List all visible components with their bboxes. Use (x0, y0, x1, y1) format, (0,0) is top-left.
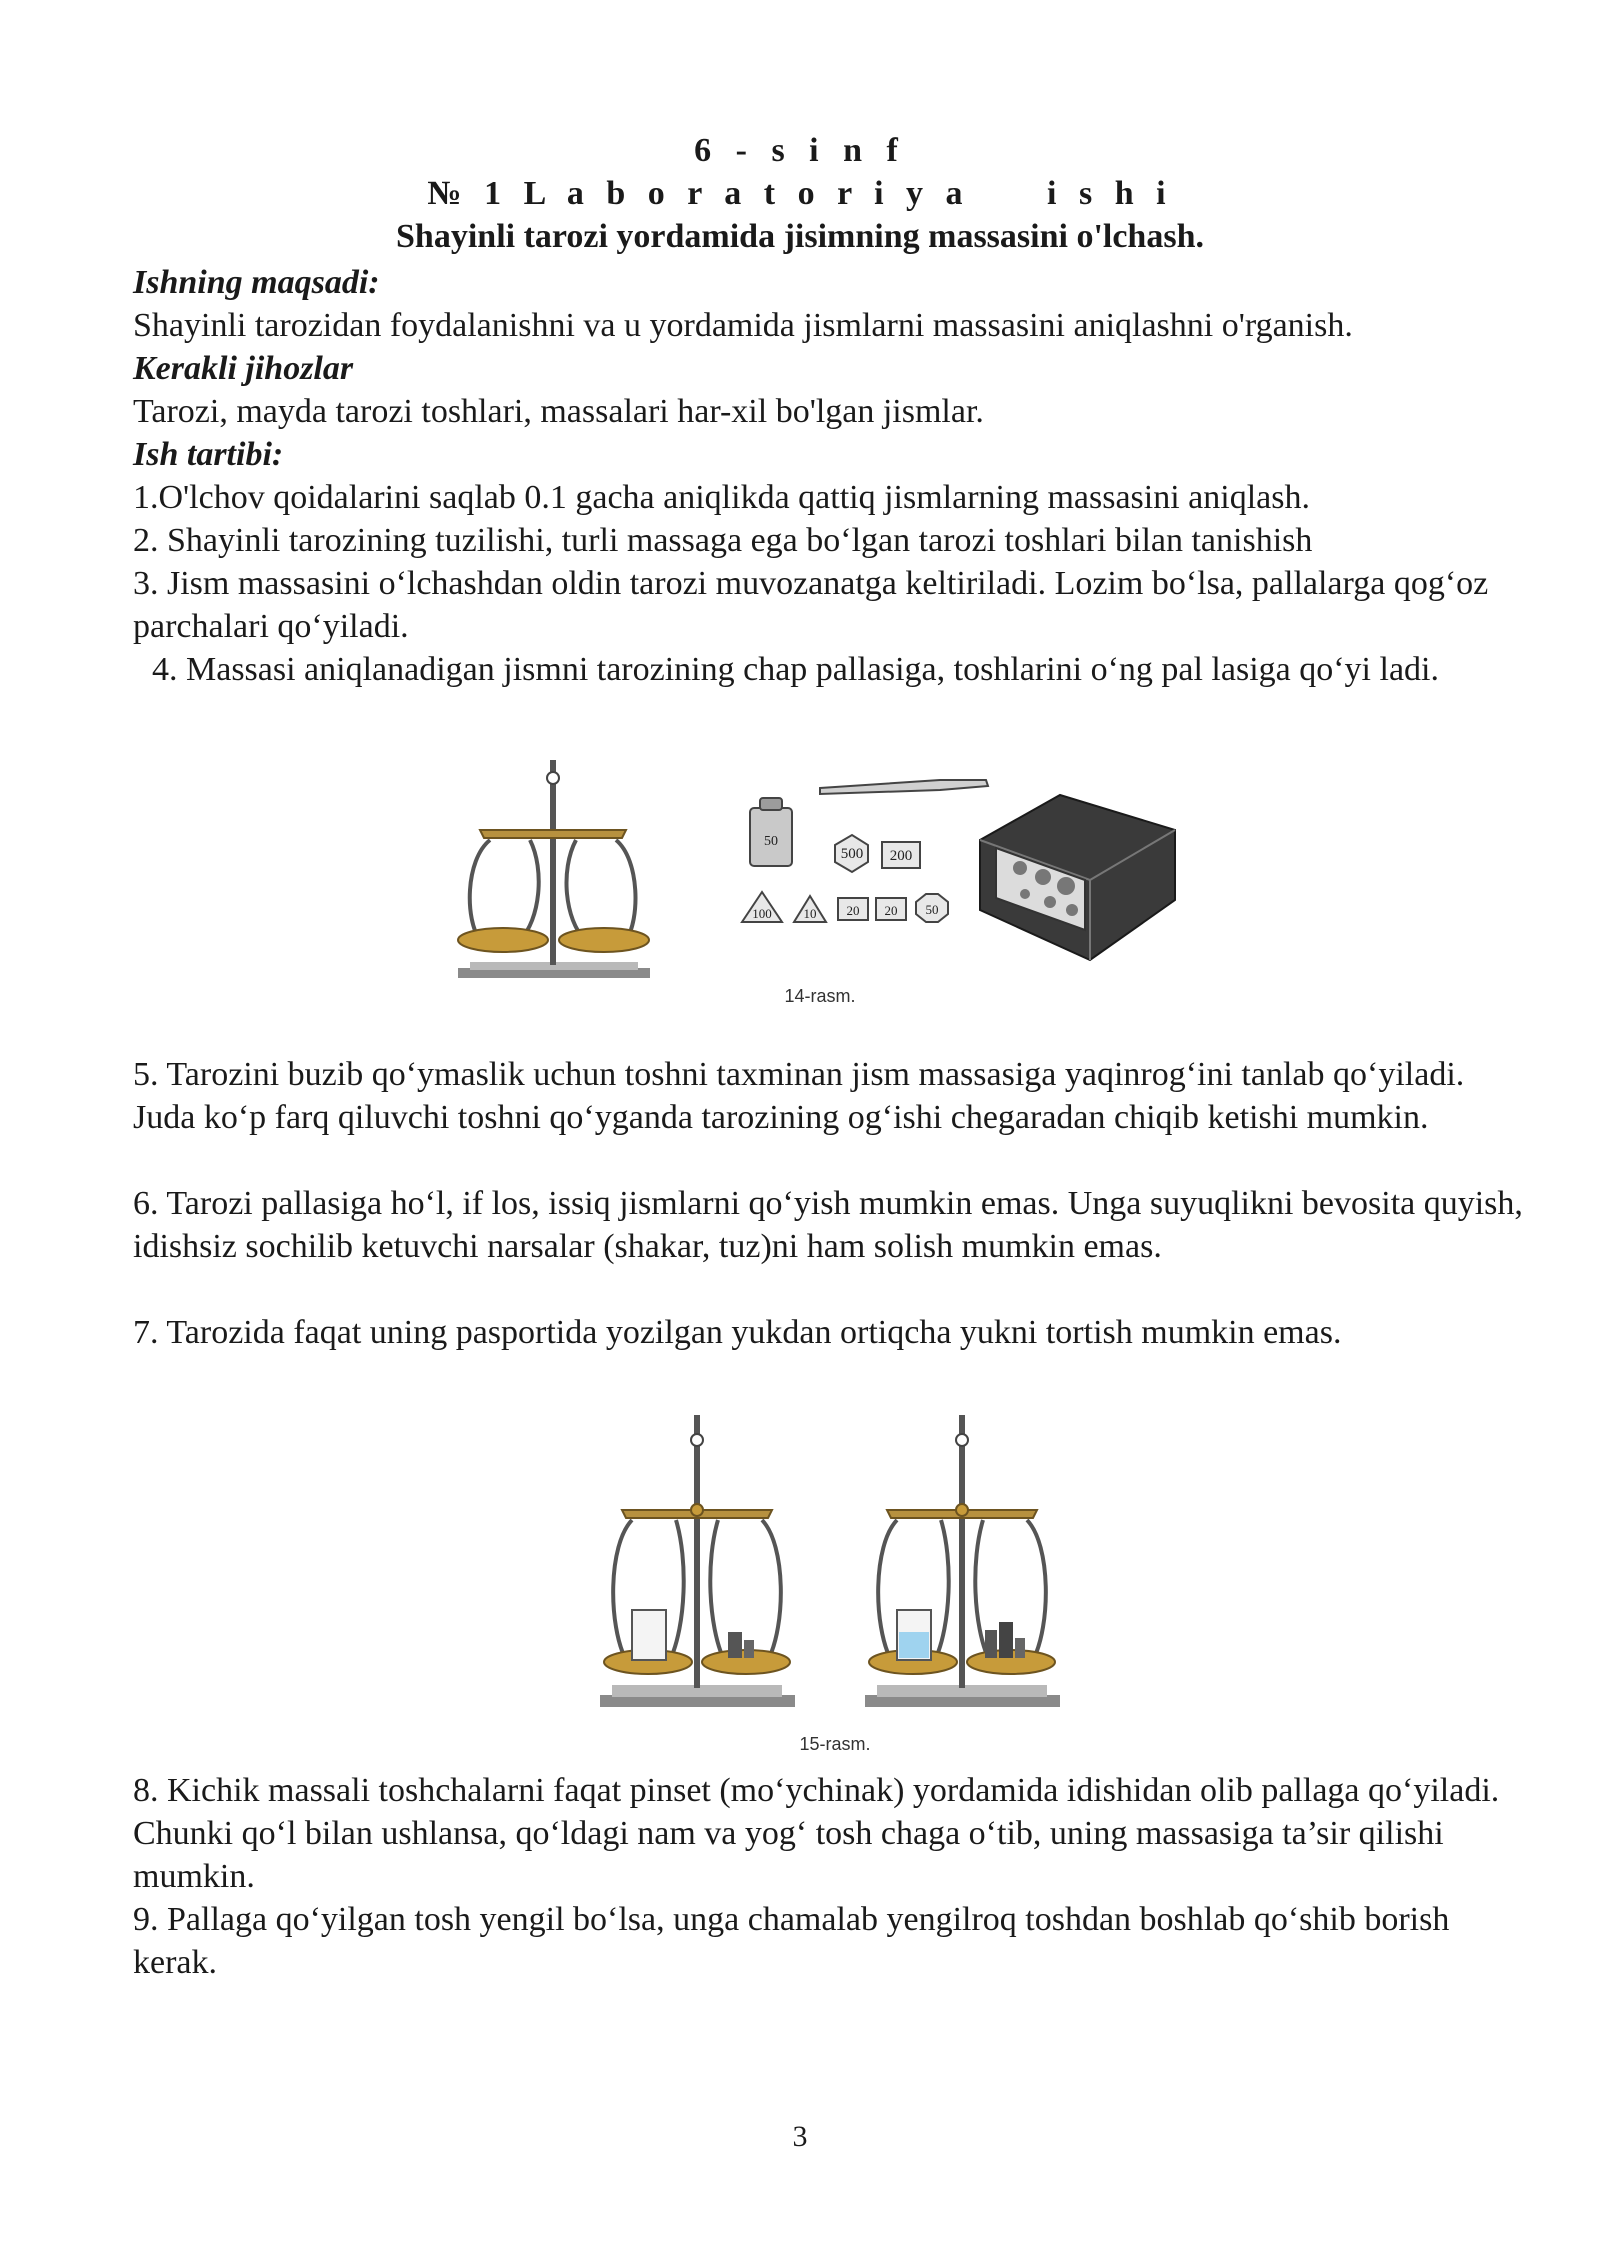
step-8: 8. Kichik massali toshchalarni faqat pinset (mo‘ychinak) yordamida idishidan olib pallaga qo‘yiladi. Chunki qo‘l bilan ushlansa, qo‘ldagi nam va yog‘ tosh chaga o‘tib, uning massasiga ta’sir qilishi mumkin. (133, 1772, 1500, 1895)
lab-subtitle: Shayinli tarozi yordamida jisimning massasini o'lchash. (396, 218, 1204, 255)
lab-title: № 1 L a b o r a t o r i y a i s h i (427, 175, 1173, 212)
step-4: 4. Massasi aniqlanadigan jismni tarozining chap pallasiga, toshlarini o‘ng pal lasiga qo‘yi ladi. (152, 651, 1439, 688)
step-5: 5. Tarozini buzib qo‘ymaslik uchun toshni taxminan jism massasiga yaqinrog‘ini tanlab qo‘yiladi. Juda ko‘p farq qiluvchi toshni qo‘yganda tarozining og‘ishi chegaradan chiqib ketishi mumkin. (133, 1056, 1465, 1136)
weight-label-100: 100 (752, 906, 772, 921)
weight-label-200: 200 (889, 848, 913, 864)
weight-label-50-small: 50 (925, 902, 939, 917)
weight-set-illustration (742, 780, 1175, 960)
equipment-text: Tarozi, mayda tarozi toshlari, massalari har-xil bo'lgan jismlar. (133, 393, 984, 430)
step-2: 2. Shayinli tarozining tuzilishi, turli massaga ega bo‘lgan tarozi toshlari bilan tanishish (133, 522, 1313, 559)
equipment-heading: Kerakli jihozlar (133, 350, 354, 387)
procedure-heading: Ish tartibi: (133, 436, 284, 473)
goal-text: Shayinli tarozidan foydalanishni va u yordamida jismlarni massasini aniqlashni o'rganish. (133, 307, 1353, 344)
figure-15 (590, 1410, 1080, 1765)
figure-14 (440, 750, 1200, 1015)
weight-label-500: 500 (840, 846, 864, 862)
weight-label-20b: 20 (884, 903, 898, 918)
goal-heading: Ishning maqsadi: (133, 264, 380, 301)
grade-title: 6 - s i n f (694, 132, 906, 169)
figure-15-caption: 15-rasm. (799, 1734, 871, 1754)
weight-label-50-big: 50 (764, 834, 778, 849)
balance-scale-illustration (458, 760, 650, 978)
step-3: 3. Jism massasini o‘lchashdan oldin tarozi muvozanatga keltiriladi. Lozim bo‘lsa, pallalarga qog‘oz parchalari qo‘yiladi. (133, 565, 1489, 645)
step-9: 9. Pallaga qo‘yilgan tosh yengil bo‘lsa, unga chamalab yengilroq toshdan boshlab qo‘shib borish kerak. (133, 1901, 1450, 1981)
balance-with-beaker-right (865, 1415, 1060, 1707)
balance-with-beaker-left (600, 1415, 795, 1707)
weight-label-20a: 20 (846, 903, 860, 918)
step-6: 6. Tarozi pallasiga ho‘l, if los, issiq jismlarni qo‘yish mumkin emas. Unga suyuqlikni bevosita quyish, idishsiz sochilib ketuvchi narsalar (shakar, tuz)ni ham solish mumkin emas. (133, 1185, 1523, 1265)
figure-14-caption: 14-rasm. (784, 986, 856, 1006)
step-7: 7. Tarozida faqat uning pasportida yozilgan yukdan ortiqcha yukni tortish mumkin emas. (133, 1314, 1342, 1351)
step-1: 1.O'lchov qoidalarini saqlab 0.1 gacha aniqlikda qattiq jismlarning massasini aniqlash. (133, 479, 1310, 516)
weight-label-10: 10 (803, 906, 817, 921)
page-number: 3 (792, 2120, 808, 2153)
